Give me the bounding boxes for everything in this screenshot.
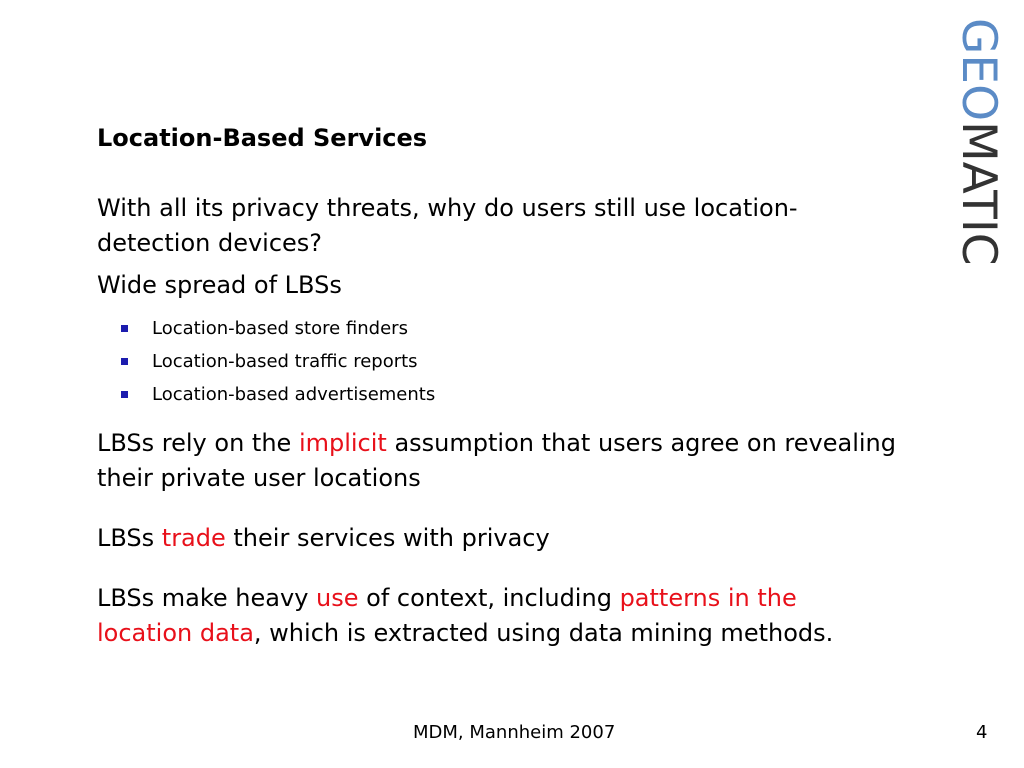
text-segment: LBSs (97, 524, 162, 552)
slide-title: Location-Based Services (97, 124, 428, 152)
emphasis-trade: trade (161, 524, 226, 552)
emphasis-implicit: implicit (298, 429, 387, 457)
trade-paragraph (97, 521, 897, 556)
text-segment: assumption that users agree on revealing their private user locations (97, 429, 896, 492)
bullet-item (115, 312, 435, 345)
subheading: Wide spread of LBSs (97, 271, 342, 299)
bullet-item (115, 345, 435, 378)
context-paragraph (97, 581, 897, 651)
bullet-list (115, 312, 435, 411)
page-number: 4 (976, 722, 988, 743)
logo-text-rest: MATIC (951, 121, 1006, 266)
square-bullet-icon (121, 358, 128, 365)
text-segment: LBSs rely on the (97, 429, 299, 457)
square-bullet-icon (121, 391, 128, 398)
question-text: With all its privacy threats, why do users still use location-detection devices? (97, 194, 798, 257)
bullet-text: Location-based store finders (152, 318, 408, 339)
bullet-text: Location-based traffic reports (152, 351, 418, 372)
text-segment: of context, including (358, 584, 620, 612)
text-segment: LBSs make heavy (97, 584, 317, 612)
logo-text-highlight: GEO (951, 18, 1006, 122)
bullet-text: Location-based advertisements (152, 384, 436, 405)
emphasis-patterns: patterns in the location data (97, 584, 797, 647)
footer-conference: MDM, Mannheim 2007 (413, 722, 616, 743)
geomatic-logo (948, 18, 1008, 266)
emphasis-use: use (316, 584, 359, 612)
logo-wordmark (948, 18, 1008, 266)
text-segment: their services with privacy (225, 524, 550, 552)
text-segment: , which is extracted using data mining methods. (253, 619, 834, 647)
bullet-item (115, 378, 435, 411)
square-bullet-icon (121, 325, 128, 332)
implicit-assumption-paragraph (97, 426, 897, 496)
